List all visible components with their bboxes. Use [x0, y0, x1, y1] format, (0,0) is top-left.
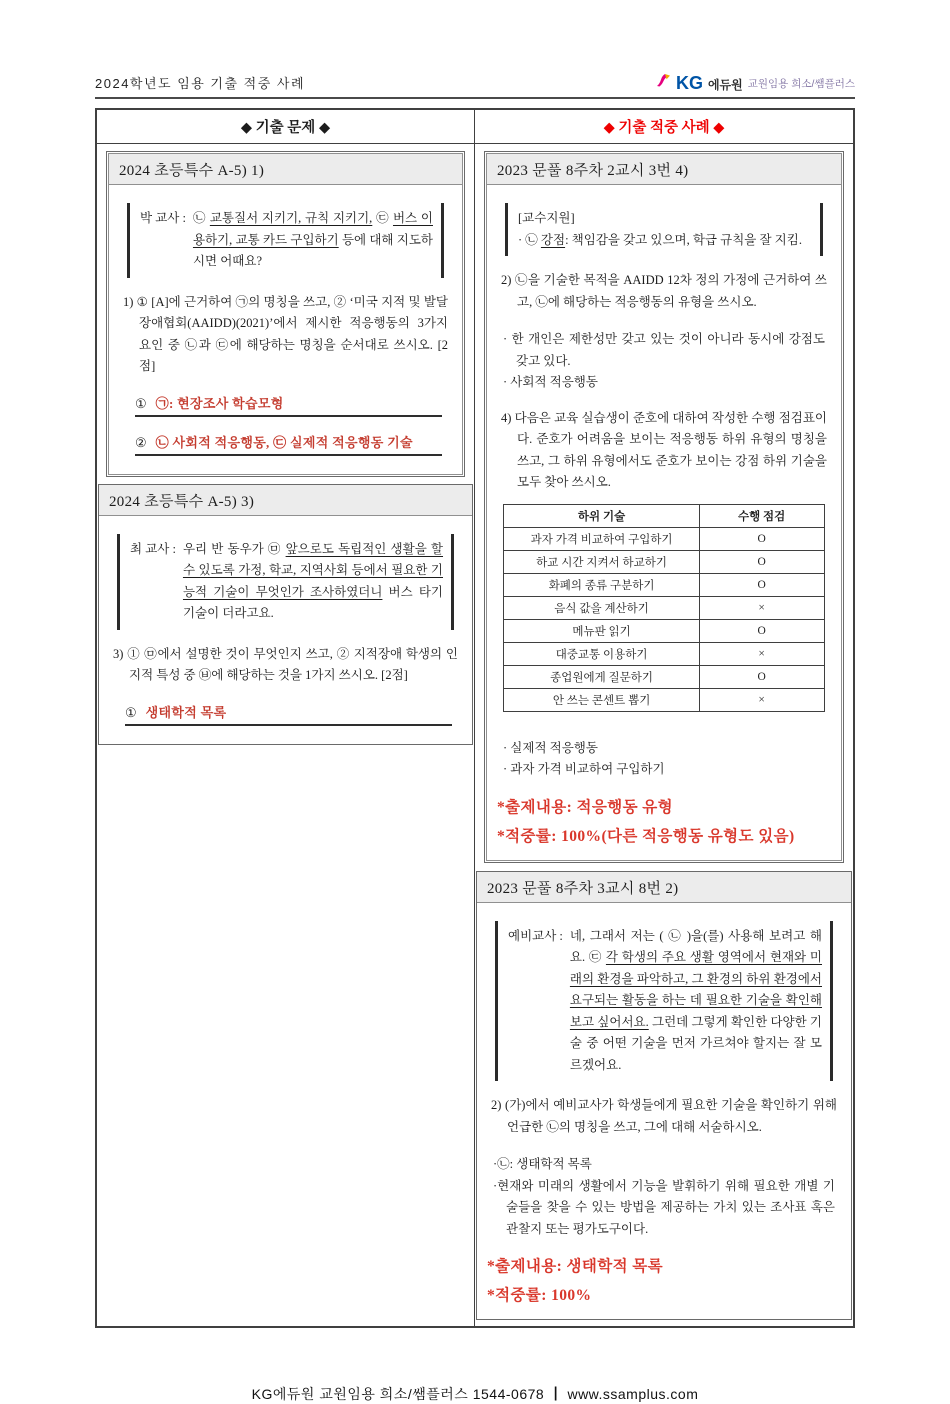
table-row	[504, 642, 824, 665]
table-header-row	[504, 504, 824, 527]
check-cell: O	[699, 550, 824, 573]
exam-box-a5-3-content	[99, 516, 472, 744]
quote-segment: 네, 그래서 저는 ( ㉡ )을(를) 사용해 보려고 해요. ㉢	[569, 928, 822, 964]
quote-text	[193, 208, 433, 273]
quote-segment-underlined: 교통질서 지키기, 규칙 지키기,	[209, 211, 373, 225]
quote-segment-underlined: 앞으로도 독립적인 생활을 할 수 있도록 가정, 학교, 지역사회 등에서 필요한 기능적 기술이 무엇인가 조사하였더니	[182, 541, 444, 599]
quote-segment: 등에 대해 지도하시면 어때요?	[192, 232, 433, 268]
exam-box-a5-1-inner	[108, 153, 463, 475]
model-answer-bullets	[499, 738, 829, 781]
table-row	[504, 527, 824, 550]
page-title: 2024학년도 임용 기출 적중 사례	[95, 76, 306, 91]
quote-segment: : 책임감을 갖고 있으며, 학급 규칙을 잘 지킴.	[565, 232, 802, 247]
quote-segment: ㉡	[192, 211, 210, 225]
answer-text: ㉠: 현장조사 학습모형	[155, 395, 284, 411]
highlight-block	[485, 1254, 843, 1305]
question-text: 4) 다음은 교육 실습생이 준호에 대하여 작성한 수행 점검표이다. 준호가 어려움을 보이는 적응행동 하위 유형의 명칭을 쓰고, 그 하위 유형에서도 준호가 보이는 강점 하위 기술을 모두 찾아 쓰시오.	[501, 410, 827, 489]
highlight-hit-rate: *적중률: 100%(다른 적응행동 유형도 있음)	[497, 827, 795, 845]
exam-box-a5-1-content	[109, 185, 462, 474]
comparison-table-header	[97, 110, 853, 144]
match-box-week8-p2-title: 2023 문풀 8주차 2교시 3번 4)	[487, 154, 841, 185]
answer-text: ㉡ 사회적 적응행동, ㉢ 실제적 적응행동 기술	[155, 434, 413, 450]
model-answer-bullets	[489, 1154, 839, 1240]
match-case-column	[475, 144, 853, 1326]
check-cell: ×	[699, 596, 824, 619]
answer-row	[135, 432, 442, 456]
check-cell: O	[699, 527, 824, 550]
highlight-hit-rate: *적중률: 100%	[487, 1287, 592, 1304]
match-box-week8-p3	[476, 871, 852, 1321]
question-text: 2) ㉡을 기술한 목적을 AAIDD 12차 정의 가정에 근거하여 쓰고, ㉡에 해당하는 적응행동의 유형을 쓰시오.	[501, 273, 827, 309]
match-box-week8-p2-content	[487, 185, 841, 860]
quote-line	[518, 230, 812, 252]
col-header-skill: 하위 기술	[504, 504, 699, 527]
check-cell: O	[699, 665, 824, 688]
quote-segment: 그런데 그렇게 확인한 다양한 기술 중 어떤 기술을 먼저 가르쳐야 할지는 잘 모르겠어요.	[569, 1014, 823, 1072]
highlight-topic: *출제내용: 적응행동 유형	[497, 798, 673, 816]
table-row	[504, 573, 824, 596]
quote-segment: · ㉡	[518, 232, 541, 247]
bullet-item: ·현재와 미래의 생활에서 기능을 발휘하기 위해 필요한 개별 기술들을 찾을 수 있는 방법을 제공하는 가치 있는 조사표 혹은 관찰지 또는 평가도구이다.	[493, 1178, 835, 1236]
bullet-item: · 실제적 적응행동	[503, 740, 598, 755]
exam-question-column	[97, 144, 475, 1326]
quote-segment: ㉢	[372, 211, 393, 225]
logo-kg-text	[676, 74, 703, 92]
logo-kg-label: KG	[675, 73, 703, 93]
comparison-table	[95, 108, 855, 1328]
check-cell: O	[699, 573, 824, 596]
bullet-item: · 과자 가격 비교하여 구입하기	[503, 762, 665, 776]
instruction-support-quote	[505, 203, 823, 256]
skill-cell: 음식 값을 계산하기	[504, 596, 699, 619]
quote-segment: 우리 반 동우가 ㉤	[182, 541, 286, 556]
performance-checklist-table	[503, 504, 824, 712]
column-header-exam-question: ◆ 기출 문제 ◆	[97, 110, 475, 143]
skill-cell: 안 쓰는 콘센트 뽑기	[504, 688, 699, 711]
skill-cell: 하교 시간 지켜서 하교하기	[504, 550, 699, 573]
column-header-match-case: ◆ 기출 적중 사례 ◆	[603, 120, 725, 136]
quote-segment-underlined: 각 학생의 주요 생활 영역에서 현재와 미래의 환경을 파악하고, 그 환경의 하위 환경에서 요구되는 활동을 하는 데 필요한 기술을 확인해 보고 싶어서요.	[569, 950, 822, 1029]
logo-company-name: 에듀원	[707, 77, 743, 92]
answer-number: ②	[135, 434, 147, 450]
logo-subtitle: 교원임용 희소/쌤플러스	[747, 78, 855, 91]
table-row	[504, 688, 824, 711]
check-cell: ×	[699, 688, 824, 711]
table-row	[504, 550, 824, 573]
kg-eduone-logo	[676, 62, 855, 92]
match-box-week8-p2	[484, 151, 844, 863]
logo-swoosh-icon	[655, 73, 671, 87]
quote-segment: 버스 타기 기술이 더라고요.	[182, 584, 443, 620]
table-row	[504, 665, 824, 688]
bullet-item: ·㉡: 생태학적 목록	[493, 1157, 592, 1171]
comparison-table-body	[97, 144, 853, 1326]
skill-cell: 종업원에게 질문하기	[504, 665, 699, 688]
speaker-label: 최 교사 :	[130, 541, 176, 556]
quote-text	[570, 926, 822, 1077]
answer-text: 생태학적 목록	[145, 704, 227, 720]
quote-segment-underlined: 강점	[540, 232, 566, 247]
question-text: 2) (가)에서 예비교사가 학생들에게 필요한 기술을 확인하기 위해 언급한 ㉡의 명칭을 쓰고, 그에 대해 서술하시오.	[491, 1098, 837, 1134]
match-box-week8-p3-content	[477, 903, 851, 1320]
page-header	[95, 62, 855, 99]
skill-cell: 과자 가격 비교하여 구입하기	[504, 527, 699, 550]
teacher-dialogue-quote	[127, 203, 444, 278]
exam-box-a5-1-title: 2024 초등특수 A-5) 1)	[109, 154, 462, 185]
question-text: 3) ① ㉤에서 설명한 것이 무엇인지 쓰고, ② 지적장애 학생의 인지적 특성 중 ㉥에 해당하는 것을 1가지 쓰시오. [2점]	[113, 646, 458, 682]
table-row	[504, 619, 824, 642]
answer-row	[125, 702, 452, 726]
bullet-item: · 한 개인은 제한성만 갖고 있는 것이 아니라 동시에 강점도 갖고 있다.	[503, 332, 825, 368]
pre-teacher-dialogue-quote	[495, 921, 833, 1082]
col-header-check: 수행 점검	[699, 504, 824, 527]
quote-text	[518, 208, 812, 251]
quote-text	[183, 539, 443, 625]
quote-segment-underlined: 버스 이용하기, 교통 카드 구입하기	[192, 211, 433, 247]
answer-row	[135, 393, 442, 417]
model-answer-bullets	[499, 329, 829, 394]
question-text: 1) ① [A]에 근거하여 ㉠의 명칭을 쓰고, ② ‘미국 지적 및 발달 장애협회(AAIDD)(2021)’에서 제시한 적응행동의 3가지 요인 중 ㉡과 ㉢에 해당하는 명칭을 순서대로 쓰시오. [2점]	[123, 294, 448, 373]
speaker-label: 예비교사 :	[508, 928, 563, 943]
answer-number: ①	[135, 395, 147, 411]
match-box-week8-p2-inner	[486, 153, 842, 861]
highlight-topic: *출제내용: 생태학적 목록	[487, 1258, 663, 1275]
check-cell: ×	[699, 642, 824, 665]
skill-cell: 메뉴판 읽기	[504, 619, 699, 642]
teacher-dialogue-quote	[117, 534, 454, 630]
page-footer: KG에듀원 교원임용 희소/쌤플러스 1544-0678 ┃ www.ssamplus.com	[251, 1386, 699, 1402]
match-box-week8-p3-title: 2023 문풀 8주차 3교시 8번 2)	[477, 872, 851, 903]
bullet-item: · 사회적 적응행동	[503, 375, 598, 389]
highlight-block	[495, 795, 833, 846]
check-cell: O	[699, 619, 824, 642]
exam-box-a5-3-title: 2024 초등특수 A-5) 3)	[99, 485, 472, 516]
answer-number: ①	[125, 704, 137, 720]
quote-line: [교수지원]	[518, 211, 575, 225]
speaker-label: 박 교사 :	[140, 211, 186, 225]
table-row	[504, 596, 824, 619]
exam-box-a5-1	[106, 151, 465, 477]
exam-box-a5-3	[98, 484, 473, 745]
skill-cell: 화폐의 종류 구분하기	[504, 573, 699, 596]
skill-cell: 대중교통 이용하기	[504, 642, 699, 665]
